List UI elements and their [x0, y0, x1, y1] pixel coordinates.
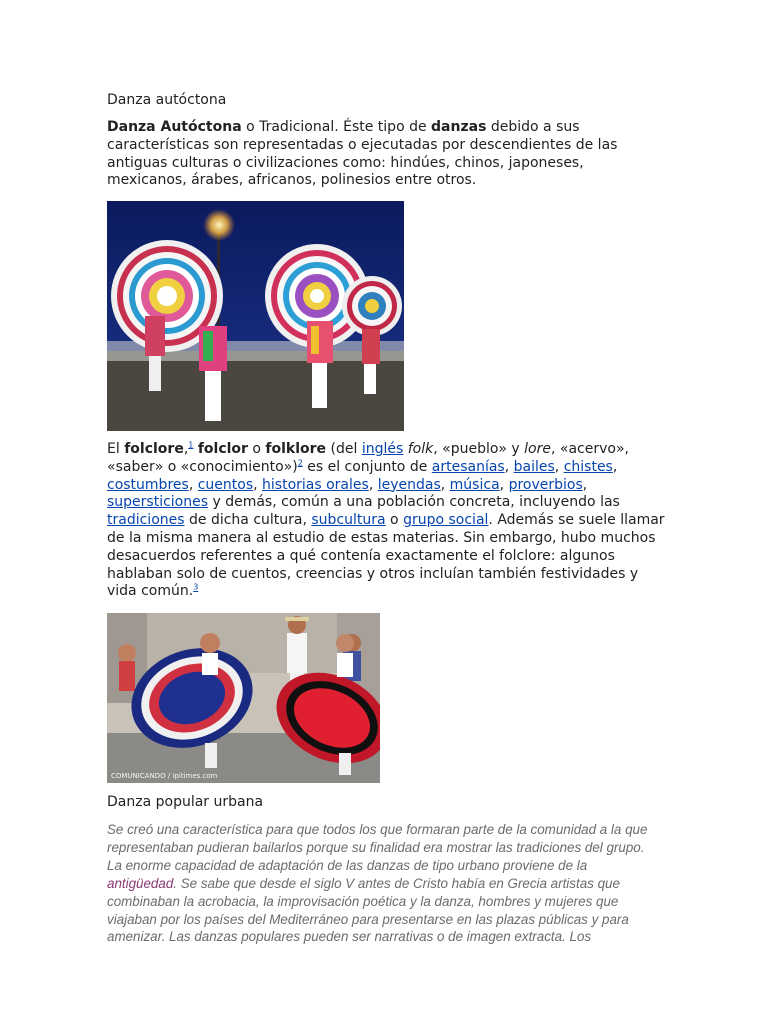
link-musica[interactable]: música — [449, 476, 500, 493]
link-costumbres[interactable]: costumbres — [107, 476, 189, 493]
term-danzas: danzas — [431, 119, 487, 135]
quetzal-dancers-photo — [107, 201, 404, 431]
link-proverbios[interactable]: proverbios — [508, 476, 583, 493]
link-antiguedad[interactable]: antigüedad — [107, 875, 174, 891]
folclore-paragraph: El folclore,$^1$ folclor o folklore (del inglés folk, «pueblo» y lore, «acervo», «saber» o «conocimiento»)$^2$ es el conjunto de artesanías, bailes, chistes, costumbres, cuentos, historias orales, leyendas, música, proverbios, supersticiones y demás, común a una población concreta, incluyendo las tradiciones de dicha cultura, subcultura o grupo social. Además se suele llamar de la misma manera al estudio de estas materias. Sin embargo, hubo muchos desacuerdos referentes a qué contenía exactamente el folclore: algunos hablaban solo de cuentos, creencias y otros incluían también festividades y vida común.$^3$ — [107, 440, 665, 600]
folk-dancers-photo — [107, 613, 380, 783]
intro-paragraph: Danza Autóctona o Tradicional. Éste tipo de danzas debido a sus características son representadas o ejecutadas por descendientes de las antiguas culturas o civilizaciones como: hindúes, chinos, japoneses, mexicanos, árabes, africanos, polinesios entre otros. — [107, 119, 618, 189]
link-ingles[interactable]: inglés — [361, 441, 404, 457]
link-bailes[interactable]: bailes — [513, 458, 555, 475]
footnote-link-2[interactable]: 2 — [297, 458, 303, 468]
link-artesanias[interactable]: artesanías — [431, 458, 505, 475]
footnote-link-1[interactable]: 1 — [188, 440, 194, 450]
section-heading-autoctona: Danza autóctona — [107, 92, 227, 108]
term-danza-autoctona: Danza Autóctona — [107, 119, 242, 135]
link-supersticiones[interactable]: supersticiones — [107, 494, 209, 511]
link-cuentos[interactable]: cuentos — [197, 476, 254, 493]
photo-watermark: COMUNICANDO / ipitimes.com — [111, 772, 218, 780]
urbana-paragraph: Se creó una característica para que todos los que formaran parte de la comunidad a la que representaban pudieran bailarlos porque su finalidad era mostrar las tradiciones del grupo. La enorme capacidad de adaptación de las danzas de tipo urbano proviene de la antigüedad. Se sabe que desde el siglo V antes de Cristo había en Grecia artistas que combinaban la acrobacia, la improvisación poética y la danza, hombres y mujeres que viajaban por los países del Mediterráneo para presentarse en las plazas públicas y para amenizar. Las danzas populares pueden ser narrativas o de imagen extracta. Los — [107, 822, 648, 945]
footnote-link-3[interactable]: 3 — [193, 582, 199, 592]
link-grupo-social[interactable]: grupo social — [403, 512, 489, 529]
link-leyendas[interactable]: leyendas — [377, 476, 441, 493]
link-tradiciones[interactable]: tradiciones — [107, 512, 185, 529]
section-heading-urbana: Danza popular urbana — [107, 794, 264, 810]
link-chistes[interactable]: chistes — [563, 458, 613, 475]
link-subcultura[interactable]: subcultura — [311, 512, 386, 529]
link-historias-orales[interactable]: historias orales — [262, 476, 369, 493]
